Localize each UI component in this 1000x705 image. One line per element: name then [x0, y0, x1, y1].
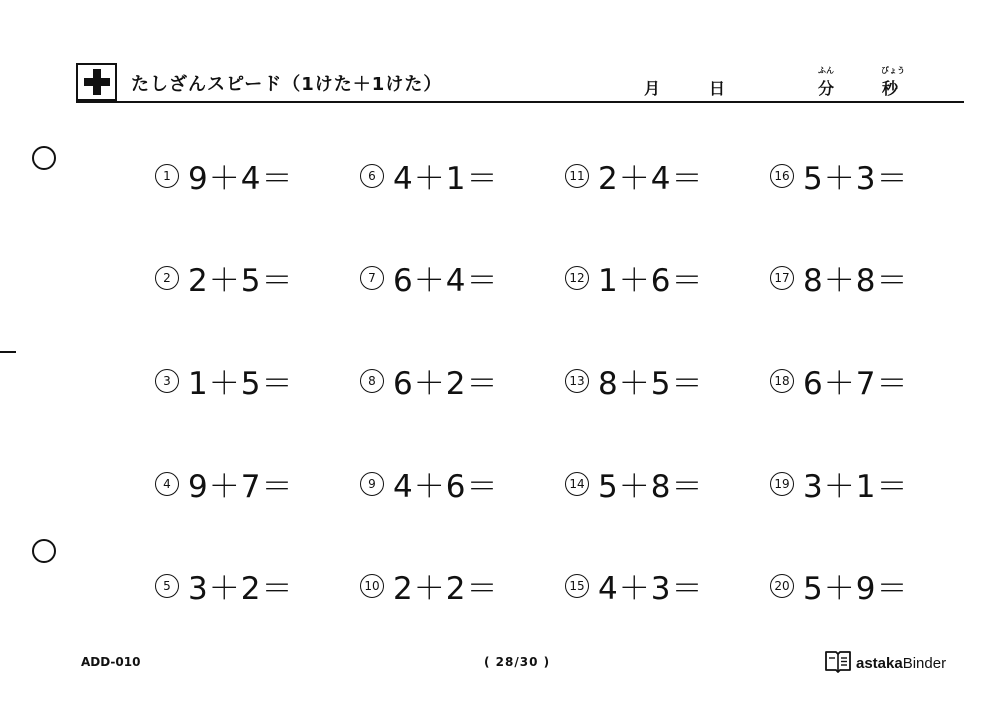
problem-item: [155, 358, 293, 403]
plus-icon: [76, 63, 117, 101]
problem-item: [155, 255, 293, 300]
month-label: 月: [644, 79, 661, 98]
problem-expression: 2＋5＝: [188, 263, 294, 299]
problem-number: 19: [770, 472, 794, 496]
problem-item: [770, 153, 908, 198]
problem-expression: 5＋9＝: [803, 571, 909, 607]
problem-expression: 5＋3＝: [803, 161, 909, 197]
problem-item: [770, 563, 908, 608]
problem-expression: 2＋4＝: [598, 161, 704, 197]
binder-hole-bottom: [32, 539, 56, 563]
problem-number: 17: [770, 266, 794, 290]
problem-expression: 2＋2＝: [393, 571, 499, 607]
brand-name-bold: astaka: [856, 654, 903, 672]
problem-number: 2: [155, 266, 179, 290]
problem-item: [565, 255, 703, 300]
problem-number: 6: [360, 164, 384, 188]
problem-expression: 4＋6＝: [393, 469, 499, 505]
minute-ruby: ふん: [818, 66, 834, 75]
problem-item: [360, 563, 498, 608]
problem-item: [770, 358, 908, 403]
problem-item: [155, 563, 293, 608]
minute-label: 分: [818, 79, 835, 98]
problem-number: 1: [155, 164, 179, 188]
page-title: たしざんスピード（1けた＋1けた）: [131, 74, 443, 95]
problem-number: 5: [155, 574, 179, 598]
problem-number: 12: [565, 266, 589, 290]
problem-expression: 4＋1＝: [393, 161, 499, 197]
problem-number: 15: [565, 574, 589, 598]
problem-expression: 9＋7＝: [188, 469, 294, 505]
brand-logo: [824, 649, 946, 677]
problem-item: [565, 563, 703, 608]
problem-expression: 8＋5＝: [598, 366, 704, 402]
problem-item: [770, 461, 908, 506]
problem-item: [770, 255, 908, 300]
problem-number: 13: [565, 369, 589, 393]
problem-number: 16: [770, 164, 794, 188]
problem-expression: 9＋4＝: [188, 161, 294, 197]
problem-item: [360, 153, 498, 198]
problem-expression: 3＋2＝: [188, 571, 294, 607]
problem-expression: 4＋3＝: [598, 571, 704, 607]
fold-mark: [0, 351, 16, 353]
problem-expression: 5＋8＝: [598, 469, 704, 505]
problem-number: 20: [770, 574, 794, 598]
problem-number: 8: [360, 369, 384, 393]
brand-name-light: Binder: [902, 654, 947, 672]
worksheet-code: ADD-010: [81, 655, 141, 669]
problem-item: [360, 461, 498, 506]
page-counter: ( 28/30 ): [484, 655, 551, 669]
problem-expression: 8＋8＝: [803, 263, 909, 299]
problem-expression: 1＋5＝: [188, 366, 294, 402]
binder-hole-top: [32, 146, 56, 170]
second-ruby: びょう: [881, 66, 905, 75]
problem-item: [155, 153, 293, 198]
problem-expression: 3＋1＝: [803, 469, 909, 505]
problem-number: 14: [565, 472, 589, 496]
header-divider: [76, 101, 964, 103]
problem-item: [565, 358, 703, 403]
problem-number: 10: [360, 574, 384, 598]
problem-number: 3: [155, 369, 179, 393]
day-label: 日: [709, 79, 726, 98]
problem-number: 18: [770, 369, 794, 393]
problem-expression: 6＋2＝: [393, 366, 499, 402]
problem-item: [565, 461, 703, 506]
problem-number: 7: [360, 266, 384, 290]
problem-item: [360, 358, 498, 403]
problem-item: [360, 255, 498, 300]
second-label: 秒: [882, 79, 899, 98]
problem-item: [155, 461, 293, 506]
problem-expression: 6＋7＝: [803, 366, 909, 402]
problem-number: 4: [155, 472, 179, 496]
problem-item: [565, 153, 703, 198]
problem-number: 9: [360, 472, 384, 496]
problem-number: 11: [565, 164, 589, 188]
problem-expression: 1＋6＝: [598, 263, 704, 299]
problem-expression: 6＋4＝: [393, 263, 499, 299]
book-icon: [824, 649, 852, 677]
